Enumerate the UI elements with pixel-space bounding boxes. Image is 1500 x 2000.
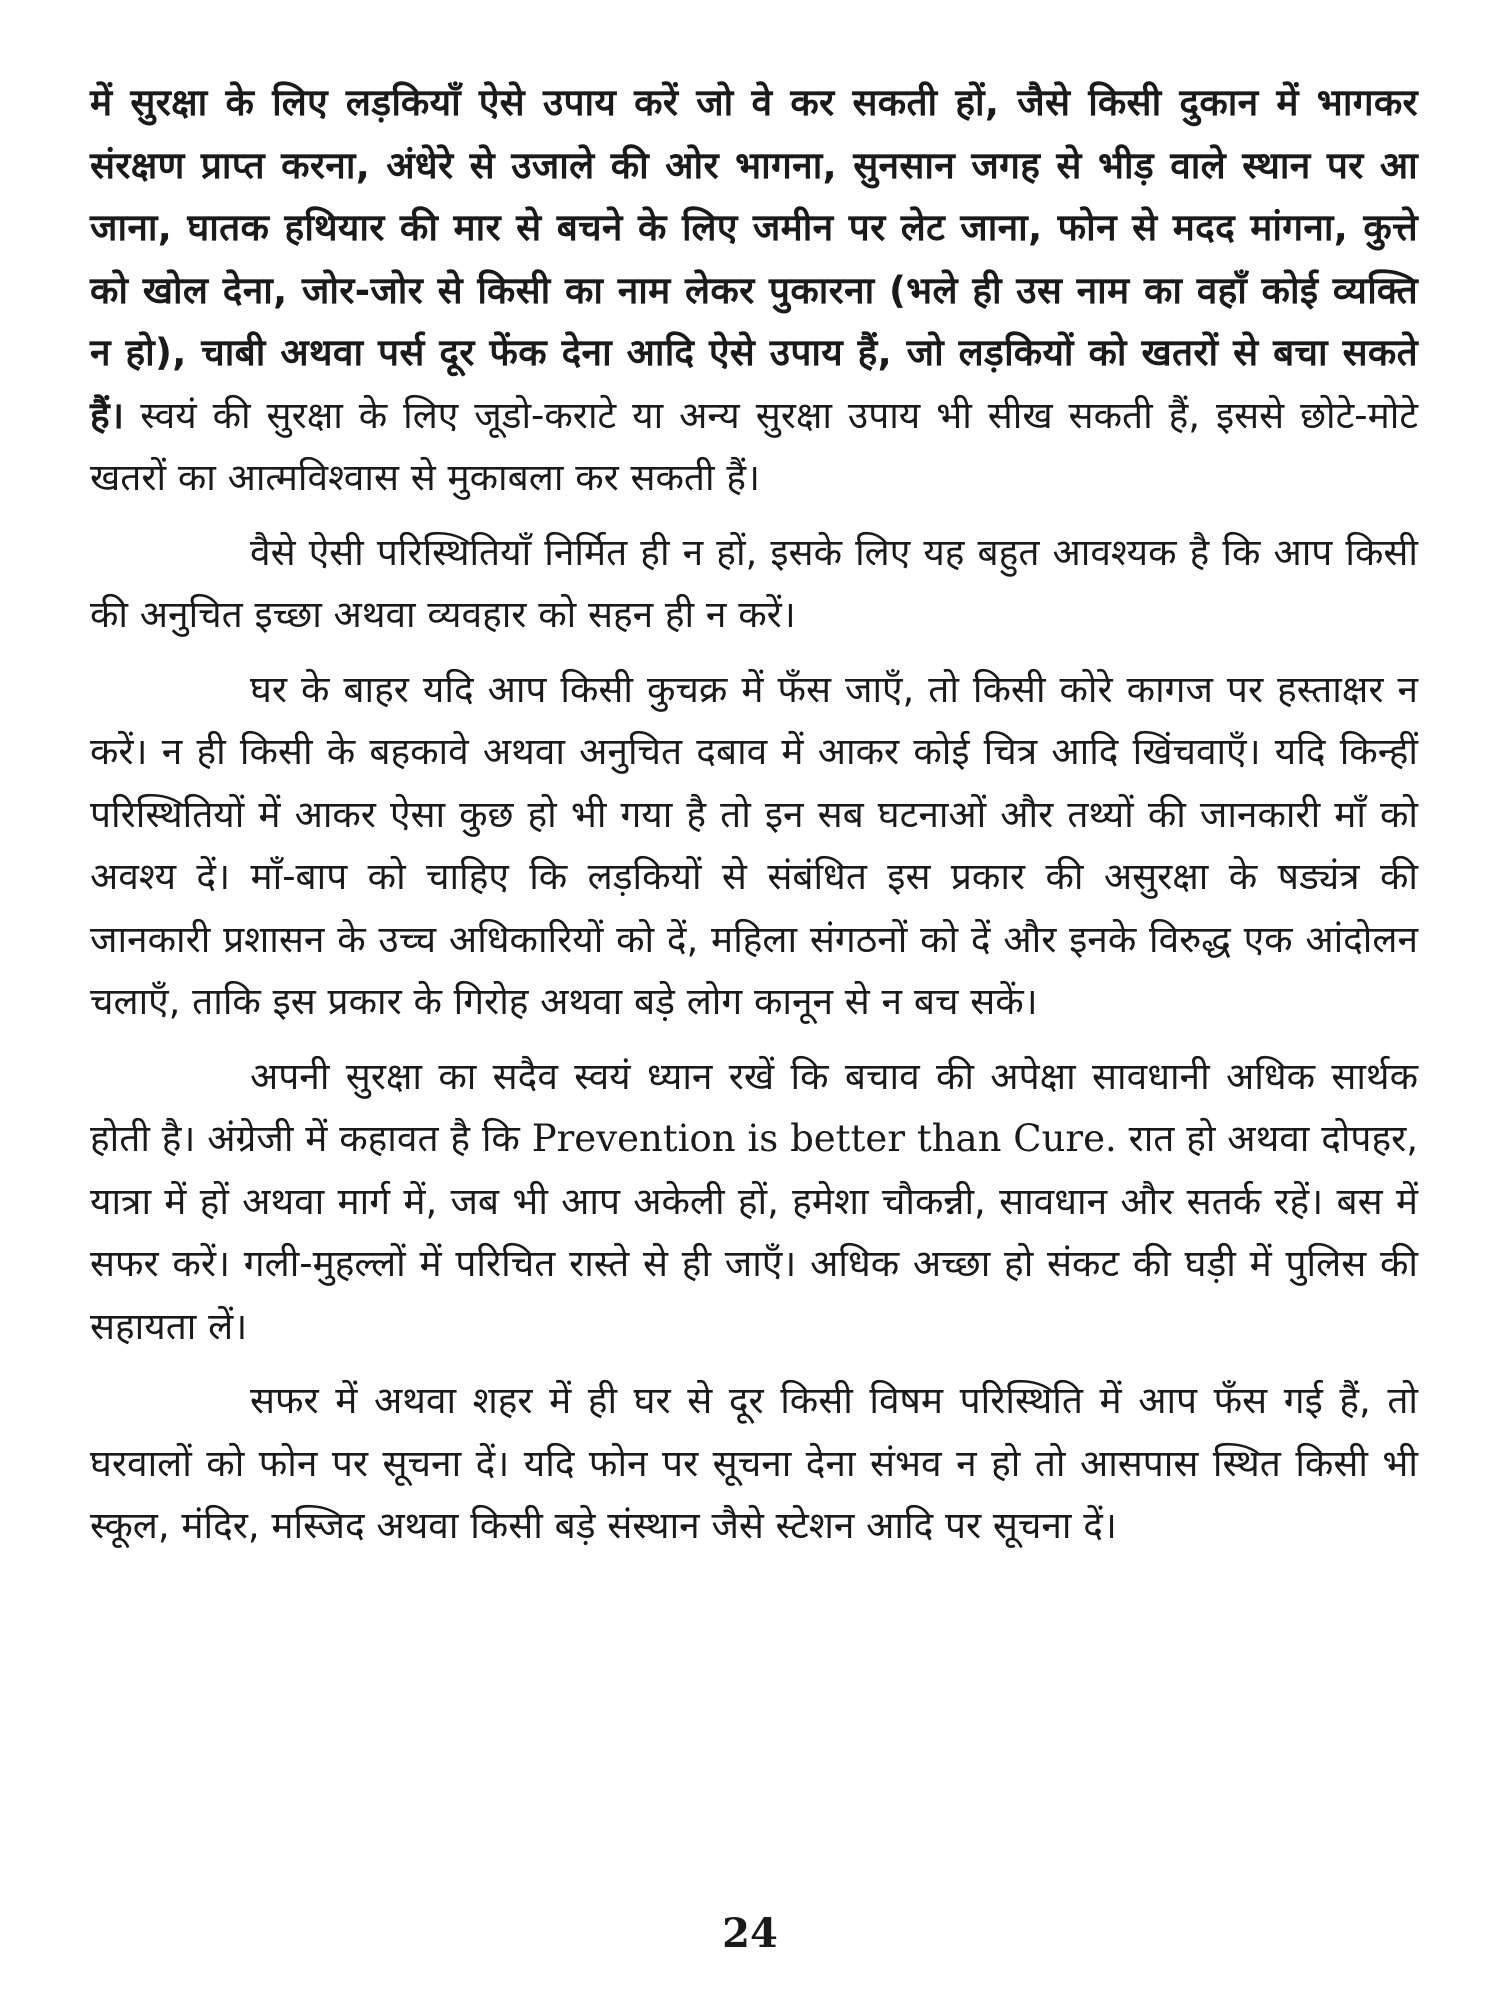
bold-safety-measures-text: में सुरक्षा के लिए लड़कियाँ ऐसे उपाय करें जो वे कर सकती हों, जैसे किसी दुकान में भागकर संरक्षण प्राप्त करना, अंधेरे से उजाले की ओर भागना, सुनसान जगह से भीड़ वाले स्थान पर आ जाना, घातक हथियार की मार से बचने के लिए जमीन पर लेट जाना, फोन से मदद मांगना, कुत्ते को खोल देना, जोर-जोर से किसी का नाम लेकर पुकारना (भले ही उस नाम का वहाँ कोई व्यक्ति न हो), चाबी अथवा पर्स दूर फेंक देना आदि ऐसे उपाय हैं, जो लड़कियों को खतरों से बचा सकते हैं। (90, 81, 1418, 437)
paragraph-3: घर के बाहर यदि आप किसी कुचक्र में फँस जाएँ, तो किसी कोरे कागज पर हस्ताक्षर न करें। न ही किसी के बहकावे अथवा अनुचित दबाव में आकर कोई चित्र आदि खिंचवाएँ। यदि किन्हीं परिस्थितियों में आकर ऐसा कुछ हो भी गया है तो इन सब घटनाओं और तथ्यों की जानकारी माँ को अवश्य दें। माँ-बाप को चाहिए कि लड़कियों से संबंधित इस प्रकार की असुरक्षा के षड्यंत्र की जानकारी प्रशासन के उच्च अधिकारियों को दें, महिला संगठनों को दें और इनके विरुद्ध एक आंदोलन चलाएँ, ताकि इस प्रकार के गिरोह अथवा बड़े लोग कानून से न बच सकें। (90, 667, 1418, 1023)
page-body (90, 72, 1418, 1558)
paragraph-4-end: रात हो अथवा दोपहर, यात्रा में हों अथवा मार्ग में, जब भी आप अकेली हों, हमेशा चौकन्नी, सावधान और सतर्क रहें। बस में सफर करें। गली-मुहल्लों में परिचित रास्ते से ही जाएँ। अधिक अच्छा हो संकट की घड़ी में पुलिस की सहायता लें। (90, 1117, 1418, 1348)
paragraph-1 (90, 72, 1418, 510)
paragraph-4 (90, 1046, 1418, 1359)
paragraph-4-start: अपनी सुरक्षा का सदैव स्वयं ध्यान रखें कि बचाव की अपेक्षा सावधानी अधिक सार्थक होती है। अंग्रेजी में कहावत है कि (90, 1054, 1418, 1160)
paragraph-1-continuation: स्वयं की सुरक्षा के लिए जूडो-कराटे या अन्य सुरक्षा उपाय भी सीख सकती हैं, इससे छोटे-मोटे खतरों का आत्मविश्वास से मुकाबला कर सकती हैं। (90, 393, 1418, 499)
paragraph-5: सफर में अथवा शहर में ही घर से दूर किसी विषम परिस्थिति में आप फँस गई हैं, तो घरवालों को फोन पर सूचना दें। यदि फोन पर सूचना देना संभव न हो तो आसपास स्थित किसी भी स्कूल, मंदिर, मस्जिद अथवा किसी बड़े संस्थान जैसे स्टेशन आदि पर सूचना दें। (90, 1379, 1418, 1547)
page-number: 24 (722, 1910, 778, 1957)
paragraph-2: वैसे ऐसी परिस्थितियाँ निर्मित ही न हों, इसके लिए यह बहुत आवश्यक है कि आप किसी की अनुचित इच्छा अथवा व्यवहार को सहन ही न करें। (90, 530, 1418, 636)
english-proverb: Prevention is better than Cure. (531, 1117, 1117, 1160)
